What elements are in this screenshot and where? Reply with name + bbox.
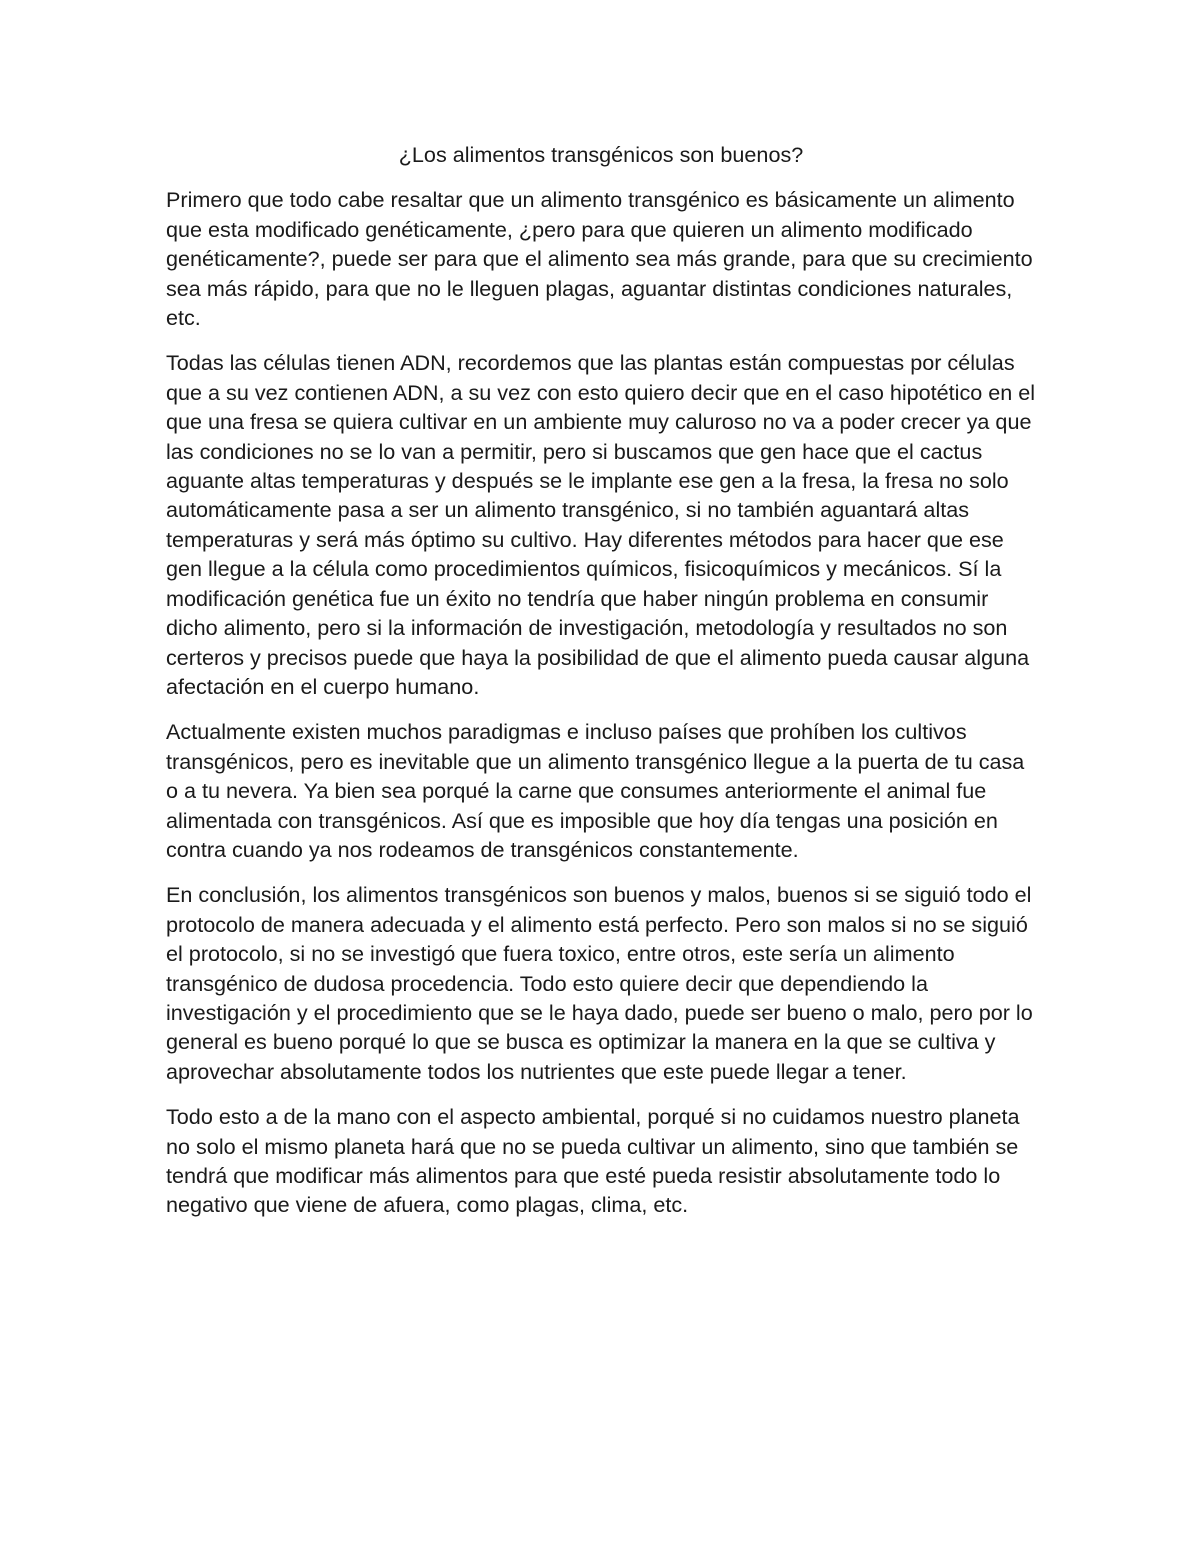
paragraph-environment: Todo esto a de la mano con el aspecto ambiental, porqué si no cuidamos nuestro planeta no solo el mismo planeta hará que no se pueda cultivar un alimento, sino que también se tendrá que modificar más alimentos para que esté pueda resistir absolutamente todo lo negativo que viene de afuera, como plagas, clima, etc. bbox=[166, 1104, 1020, 1218]
paragraph-intro: Primero que todo cabe resaltar que un alimento transgénico es básicamente un alimento que esta modificado genéticamente, ¿pero para que quieren un alimento modificado genéticamente?, puede ser para que el alimento sea más grande, para que su crecimiento sea más rápido, para que no le lleguen plagas, aguantar distintas condiciones naturales, etc. bbox=[166, 187, 1033, 331]
paragraph-paradigms: Actualmente existen muchos paradigmas e incluso países que prohíben los cultivos transgénicos, pero es inevitable que un alimento transgénico llegue a la puerta de tu casa o a tu nevera. Ya bien sea porqué la carne que consumes anteriormente el animal fue alimentada con transgénicos. Así que es imposible que hoy día tengas una posición en contra cuando ya nos rodeamos de transgénicos constantemente. bbox=[166, 719, 1025, 862]
paragraph-conclusion: En conclusión, los alimentos transgénicos son buenos y malos, buenos si se siguió todo el protocolo de manera adecuada y el alimento está perfecto. Pero son malos si no se siguió el protocolo, si no se investigó que fuera toxico, entre otros, este sería un alimento transgénico de dudosa procedencia. Todo esto quiere decir que dependiendo la investigación y el procedimiento que se le haya dado, puede ser bueno o malo, pero por lo general es bueno porqué lo que se busca es optimizar la manera en la que se cultiva y aprovechar absolutamente todos los nutrientes que este puede llegar a tener. bbox=[166, 882, 1033, 1084]
paragraph-dna: Todas las células tienen ADN, recordemos que las plantas están compuestas por células que a su vez contienen ADN, a su vez con esto quiero decir que en el caso hipotético en el que una fresa se quiera cultivar en un ambiente muy caluroso no va a poder crecer ya que las condiciones no se lo van a permitir, pero si buscamos que gen hace que el cactus aguante altas temperaturas y después se le implante ese gen a la fresa, la fresa no solo automáticamente pasa a ser un alimento transgénico, si no también aguantará altas temperaturas y será más óptimo su cultivo. Hay diferentes métodos para hacer que ese gen llegue a la célula como procedimientos químicos, fisicoquímicos y mecánicos. Sí la modificación genética fue un éxito no tendría que haber ningún problema en consumir dicho alimento, pero si la información de investigación, metodología y resultados no son certeros y precisos puede que haya la posibilidad de que el alimento pueda causar alguna afectación en el cuerpo humano. bbox=[166, 350, 1036, 699]
document-body bbox=[166, 140, 1036, 1236]
document-title: ¿Los alimentos transgénicos son buenos? bbox=[398, 142, 804, 167]
